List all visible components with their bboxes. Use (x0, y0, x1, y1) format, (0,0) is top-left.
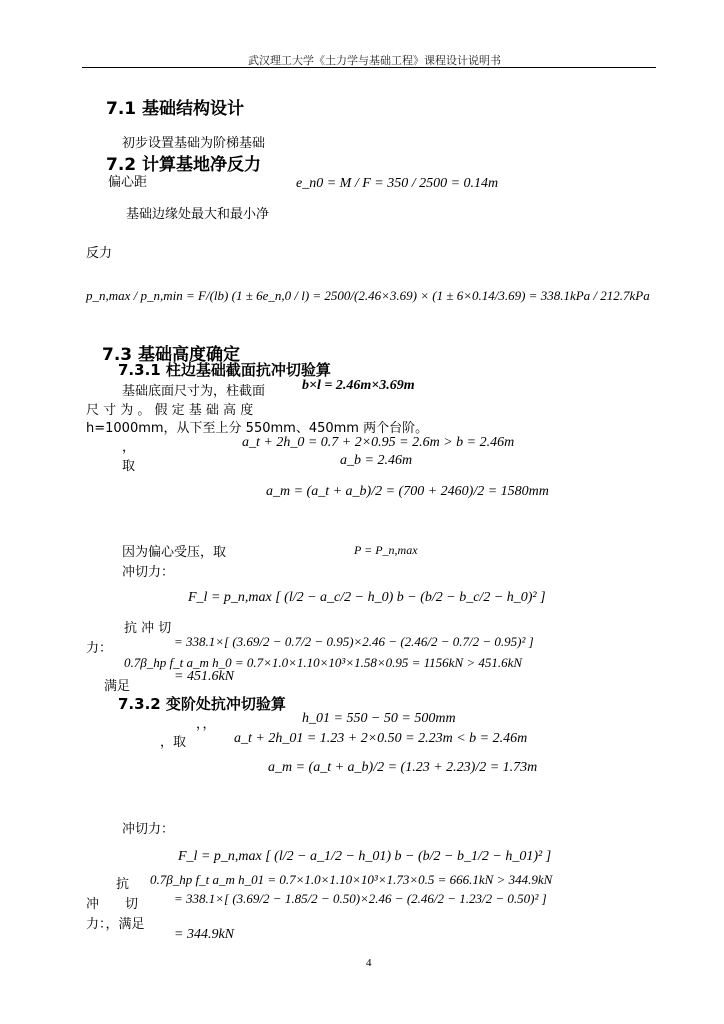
size-assumption-text: 尺 寸 为 。 假 定 基 础 高 度 (86, 403, 254, 418)
header-rule (82, 67, 656, 68)
shear-force-formula-2: F_l = p_n,max [ (l/2 − a_1/2 − h_01) b − (b/2 − b_1/2 − h_01)² ] (178, 849, 552, 864)
eccentricity-label: 偏心距 (108, 175, 148, 190)
section-7-3-heading: 7.3 基础高度确定 (102, 345, 241, 365)
eccentric-compression-text: 因为偏心受压，取 (122, 545, 227, 560)
punching-resistance-equation-2: 0.7β_hp f_t a_m h_01 = 0.7×1.0×1.10×10³×1.73×0.5 = 666.1kN > 344.9kN (150, 872, 553, 887)
satisfy-label: 满足 (104, 679, 131, 694)
shear-force-result-2: = 344.9kN (174, 927, 234, 942)
shear-force-substitution-2: = 338.1×[ (3.69/2 − 1.85/2 − 0.50)×2.46 − (2.46/2 − 1.23/2 − 0.50)² ] (174, 891, 547, 906)
page-number: 4 (366, 957, 372, 969)
base-dimension-math: b×l = 2.46m×3.69m (302, 378, 415, 393)
punch-width-equation-2: a_t + 2h_01 = 1.23 + 2×0.50 = 2.23m < b = 2.46m (234, 731, 528, 746)
net-pressure-equation: p_n,max / p_n,min = F/(lb) (1 ± 6e_n,0 / l) = 2500/(2.46×3.69) × (1 ± 6×0.14/3.69) = 338.1kPa / 212.7kPa (86, 288, 650, 303)
punching-resistance-label-a: 抗 冲 切 (124, 621, 172, 636)
shear-force-label-2: 冲切力： (122, 822, 175, 837)
shear-force-result: = 451.6kN (174, 669, 234, 684)
h01-equation: h_01 = 550 − 50 = 500mm (302, 711, 456, 726)
punch-width-equation: a_t + 2h_0 = 0.7 + 2×0.95 = 2.6m > b = 2.46m (242, 435, 515, 450)
punching-resistance-equation: 0.7β_hp f_t a_m h_0 = 0.7×1.0×1.10×10³×1.58×0.95 = 1156kN > 451.6kN (124, 655, 523, 670)
take-label: 取 (122, 459, 136, 474)
reaction-label: 反力 (86, 246, 113, 261)
comma-mark: ， (122, 440, 136, 455)
shear-force-substitution: = 338.1×[ (3.69/2 − 0.7/2 − 0.95)×2.46 − (2.46/2 − 0.7/2 − 0.95)² ] (174, 634, 534, 649)
section-7-3-2-heading: 7.3.2 变阶处抗冲切验算 (118, 695, 286, 713)
step-height-text: h=1000mm，从下至上分 550mm、450mm 两个台阶。 (86, 421, 429, 436)
eccentric-compression-math: P = P_n,max (354, 543, 418, 557)
comma-marks: ，， (196, 717, 216, 732)
edge-reaction-label: 基础边缘处最大和最小净 (126, 207, 270, 222)
shear-force-label: 冲切力： (122, 565, 175, 580)
ab-equation: a_b = 2.46m (340, 453, 413, 468)
page-header-title: 武汉理工大学《土力学与基础工程》课程设计说明书 (248, 54, 501, 67)
punching-resistance-label-2b: 冲 切 (86, 897, 139, 912)
punching-resistance-label-2c: 力：，满足 (86, 917, 145, 932)
section-7-1-heading: 7.1 基础结构设计 (106, 99, 245, 119)
base-dimension-text: 基础底面尺寸为，柱截面 (122, 384, 266, 399)
section-7-1-text: 初步设置基础为阶梯基础 (122, 136, 266, 151)
am-equation-2: a_m = (a_t + a_b)/2 = (1.23 + 2.23)/2 = 1.73m (268, 760, 538, 775)
eccentricity-equation: e_n0 = M / F = 350 / 2500 = 0.14m (296, 176, 499, 191)
punching-resistance-label-2a: 抗 (116, 877, 130, 892)
take-label-2: ，取 (160, 735, 187, 750)
am-equation: a_m = (a_t + a_b)/2 = (700 + 2460)/2 = 1580mm (266, 484, 549, 499)
section-7-2-heading: 7.2 计算基地净反力 (106, 155, 262, 175)
shear-force-formula: F_l = p_n,max [ (l/2 − a_c/2 − h_0) b − (b/2 − b_c/2 − h_0)² ] (188, 590, 546, 605)
section-7-3-1-heading: 7.3.1 柱边基础截面抗冲切验算 (118, 361, 331, 379)
punching-resistance-label-b: 力： (86, 641, 113, 656)
